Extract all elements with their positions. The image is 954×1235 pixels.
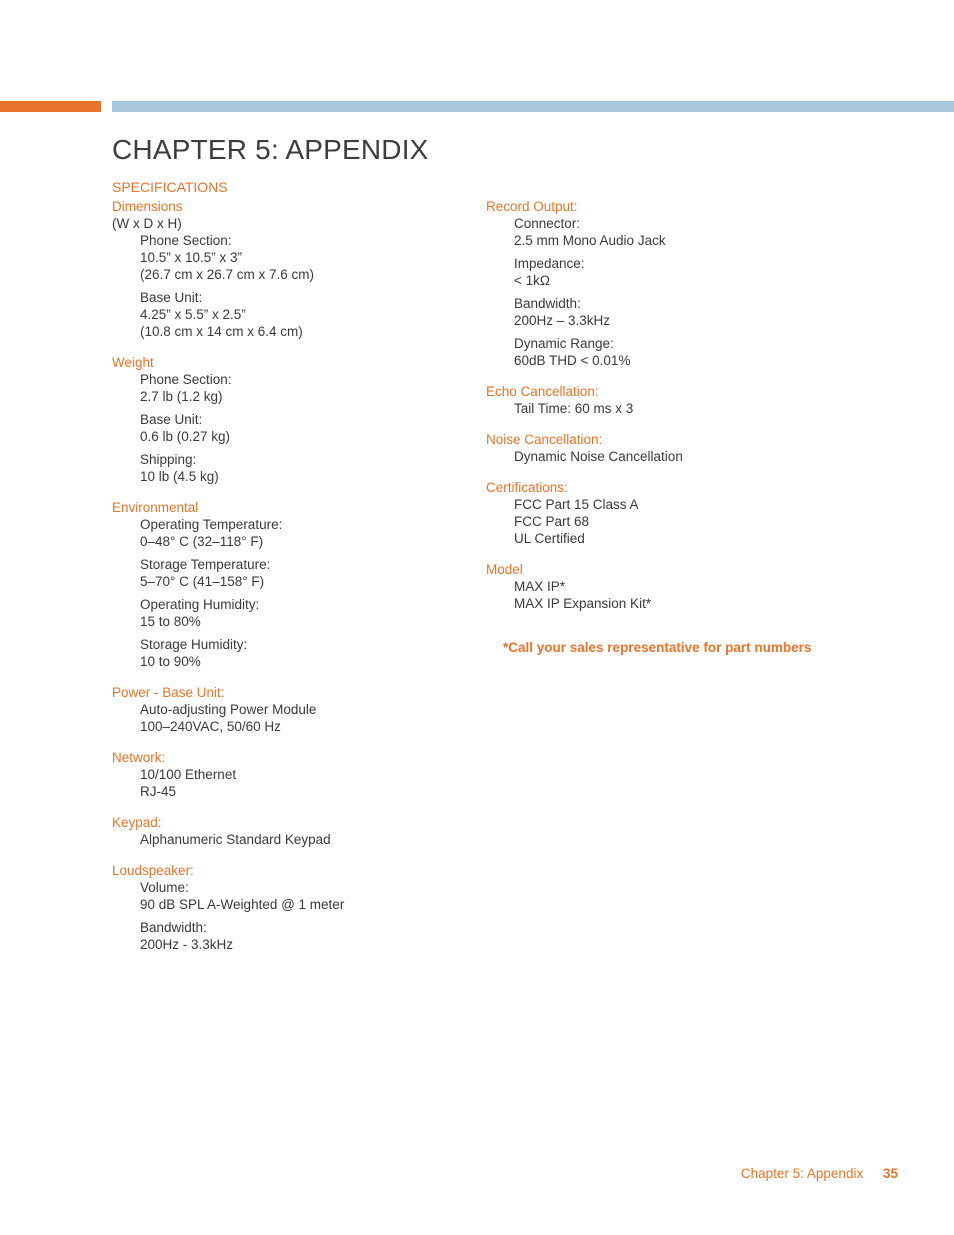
spec-item [486, 255, 926, 289]
spec-group-loudspeaker [112, 862, 452, 953]
spec-item [112, 919, 452, 953]
spec-line: Base Unit: [140, 290, 203, 305]
spec-group-network [112, 749, 452, 800]
spec-line: 10 lb (4.5 kg) [140, 469, 219, 484]
section-heading: SPECIFICATIONS [112, 179, 228, 195]
spec-group-label: Model [486, 562, 523, 577]
spec-line: FCC Part 68 [514, 514, 590, 529]
spec-item [486, 578, 926, 612]
spec-item [112, 232, 452, 283]
spec-group-label: Power - Base Unit: [112, 685, 225, 700]
spec-line: (26.7 cm x 26.7 cm x 7.6 cm) [140, 267, 315, 282]
spec-line: 100–240VAC, 50/60 Hz [140, 719, 281, 734]
spec-line: Alphanumeric Standard Keypad [140, 832, 331, 847]
spec-group-dimensions [112, 198, 452, 340]
spec-line: 200Hz – 3.3kHz [514, 313, 611, 328]
spec-line: 2.7 lb (1.2 kg) [140, 389, 223, 404]
spec-line: 200Hz - 3.3kHz [140, 937, 234, 952]
spec-item [112, 596, 452, 630]
spec-line: Operating Humidity: [140, 597, 260, 612]
spec-line: Tail Time: 60 ms x 3 [514, 401, 634, 416]
spec-line: Dynamic Noise Cancellation [514, 449, 683, 464]
spec-group-label: Echo Cancellation: [486, 384, 599, 399]
spec-group-keypad [112, 814, 452, 848]
header-accent-bar-blue [112, 101, 954, 112]
spec-group-label: Environmental [112, 500, 199, 515]
spec-line: 4.25” x 5.5” x 2.5” [140, 307, 246, 322]
spec-item [112, 516, 452, 550]
spec-line: 2.5 mm Mono Audio Jack [514, 233, 666, 248]
spec-line: 10/100 Ethernet [140, 767, 237, 782]
spec-column-left [112, 198, 452, 967]
spec-line: Storage Temperature: [140, 557, 271, 572]
spec-item [112, 879, 452, 913]
spec-line: MAX IP* [514, 579, 566, 594]
spec-item [112, 451, 452, 485]
spec-item [486, 215, 926, 249]
spec-line: Auto-adjusting Power Module [140, 702, 317, 717]
spec-group-echo-cancellation [486, 383, 926, 417]
spec-item [486, 400, 926, 417]
spec-group-label: Noise Cancellation: [486, 432, 603, 447]
spec-group-label: Dimensions [112, 199, 183, 214]
spec-group-noise-cancellation [486, 431, 926, 465]
spec-line: RJ-45 [140, 784, 177, 799]
spec-group-weight [112, 354, 452, 485]
page-number: 35 [882, 1166, 898, 1181]
spec-line: 0.6 lb (0.27 kg) [140, 429, 231, 444]
spec-line: Shipping: [140, 452, 197, 467]
spec-item [112, 556, 452, 590]
spec-group-label: Record Output: [486, 199, 578, 214]
spec-item [112, 701, 452, 735]
spec-group-intro: (W x D x H) [112, 216, 182, 231]
spec-line: 10.5” x 10.5” x 3” [140, 250, 243, 265]
spec-group-label: Keypad: [112, 815, 162, 830]
part-number-note: *Call your sales representative for part numbers [503, 640, 812, 655]
spec-item [112, 371, 452, 405]
spec-item [486, 496, 926, 547]
spec-group-environmental [112, 499, 452, 670]
spec-line: Volume: [140, 880, 189, 895]
spec-group-power-base-unit [112, 684, 452, 735]
spec-group-label: Weight [112, 355, 154, 370]
spec-item [486, 295, 926, 329]
spec-line: Bandwidth: [514, 296, 581, 311]
spec-line: 10 to 90% [140, 654, 201, 669]
spec-line: UL Certified [514, 531, 585, 546]
spec-group-label: Loudspeaker: [112, 863, 194, 878]
spec-line: Phone Section: [140, 233, 232, 248]
spec-line: 60dB THD < 0.01% [514, 353, 631, 368]
spec-line: Operating Temperature: [140, 517, 283, 532]
spec-line: 5–70° C (41–158° F) [140, 574, 265, 589]
spec-item [112, 766, 452, 800]
spec-item [112, 831, 452, 848]
spec-group-label: Network: [112, 750, 166, 765]
spec-line: Bandwidth: [140, 920, 207, 935]
spec-group-model [486, 561, 926, 612]
spec-item [112, 411, 452, 445]
spec-column-right [486, 198, 926, 626]
spec-line: FCC Part 15 Class A [514, 497, 639, 512]
spec-line: Impedance: [514, 256, 585, 271]
spec-item [112, 636, 452, 670]
spec-line: < 1kΩ [514, 273, 550, 288]
footer-chapter-label: Chapter 5: Appendix [740, 1166, 864, 1181]
spec-line: Base Unit: [140, 412, 203, 427]
spec-line: Connector: [514, 216, 581, 231]
spec-line: Storage Humidity: [140, 637, 248, 652]
spec-line: (10.8 cm x 14 cm x 6.4 cm) [140, 324, 303, 339]
chapter-title: CHAPTER 5: APPENDIX [112, 134, 429, 165]
spec-line: Phone Section: [140, 372, 232, 387]
spec-group-certifications [486, 479, 926, 547]
spec-line: MAX IP Expansion Kit* [514, 596, 652, 611]
spec-line: Dynamic Range: [514, 336, 614, 351]
spec-item [112, 289, 452, 340]
spec-line: 90 dB SPL A-Weighted @ 1 meter [140, 897, 345, 912]
spec-item [486, 335, 926, 369]
page-footer [741, 1166, 898, 1181]
spec-group-record-output [486, 198, 926, 369]
header-accent-bar-orange [0, 101, 101, 112]
spec-item [486, 448, 926, 465]
spec-group-label: Certifications: [486, 480, 568, 495]
spec-line: 15 to 80% [140, 614, 201, 629]
spec-line: 0–48° C (32–118° F) [140, 534, 264, 549]
